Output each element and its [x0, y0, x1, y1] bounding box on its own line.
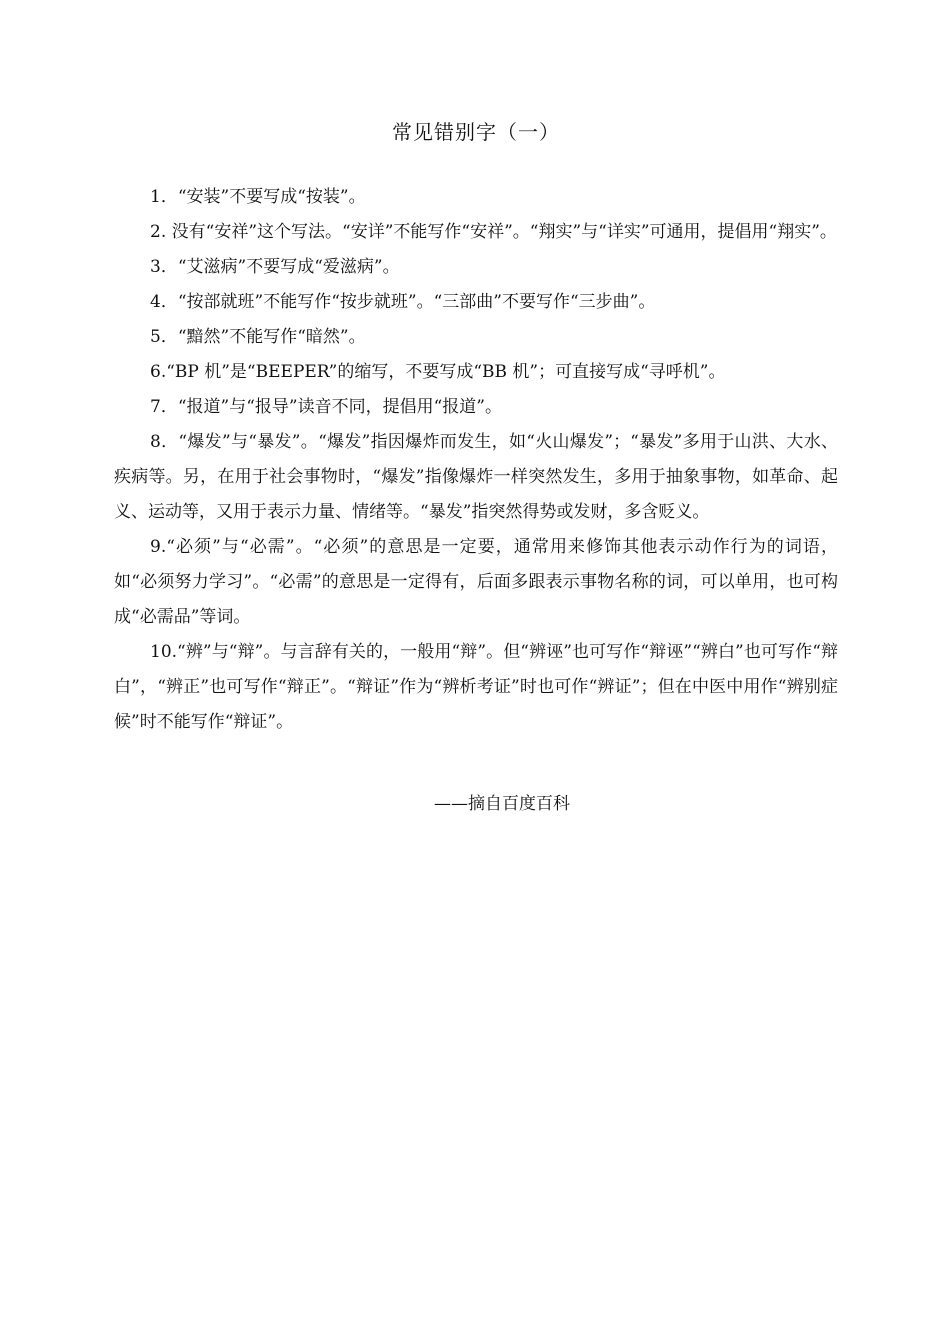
list-item-2: 2. 没有“安祥”这个写法。“安详”不能写作“安祥”。“翔实”与“详实”可通用，提倡用“翔实”。 — [150, 222, 837, 242]
list-item-9: 9.“必须”与“必需”。“必须”的意思是一定要，通常用来修饰其他表示动作行为的词语，如“必须努力学习”。“必需”的意思是一定得有，后面多跟表示事物名称的词，可以单用，也可构成“必需品”等词。 — [114, 537, 838, 627]
page-title: 常见错别字（一） — [392, 120, 560, 144]
list-item-7: 7．“报道”与“报导”读音不同，提倡用“报道”。 — [150, 397, 502, 417]
list-item-6: 6.“BP 机”是“BEEPER”的缩写，不要写成“BB 机”；可直接写成“寻呼机”。 — [150, 362, 726, 382]
source-attribution: ——摘自百度百科 — [434, 794, 570, 814]
list-item-8: 8．“爆发”与“暴发”。“爆发”指因爆炸而发生，如“火山爆发”；“暴发”多用于山洪、大水、疾病等。另，在用于社会事物时，“爆发”指像爆炸一样突然发生，多用于抽象事物，如革命、起义、运动等，又用于表示力量、情绪等。“暴发”指突然得势或发财，多含贬义。 — [114, 432, 838, 522]
list-item-1: 1．“安装”不要写成“按装”。 — [150, 187, 366, 207]
list-item-3: 3．“艾滋病”不要写成“爱滋病”。 — [150, 257, 400, 277]
list-item-5: 5．“黯然”不能写作“暗然”。 — [150, 327, 366, 347]
document-page — [114, 118, 838, 818]
list-item-10: 10.“辨”与“辩”。与言辞有关的，一般用“辩”。但“辨诬”也可写作“辩诬”“辨白”也可写作“辩白”，“辨正”也可写作“辩正”。“辩证”作为“辨析考证”时也可作“辨证”；但在中医中用作“辨别症候”时不能写作“辩证”。 — [114, 642, 838, 732]
list-item-4: 4．“按部就班”不能写作“按步就班”。“三部曲”不要写作“三步曲”。 — [150, 292, 656, 312]
